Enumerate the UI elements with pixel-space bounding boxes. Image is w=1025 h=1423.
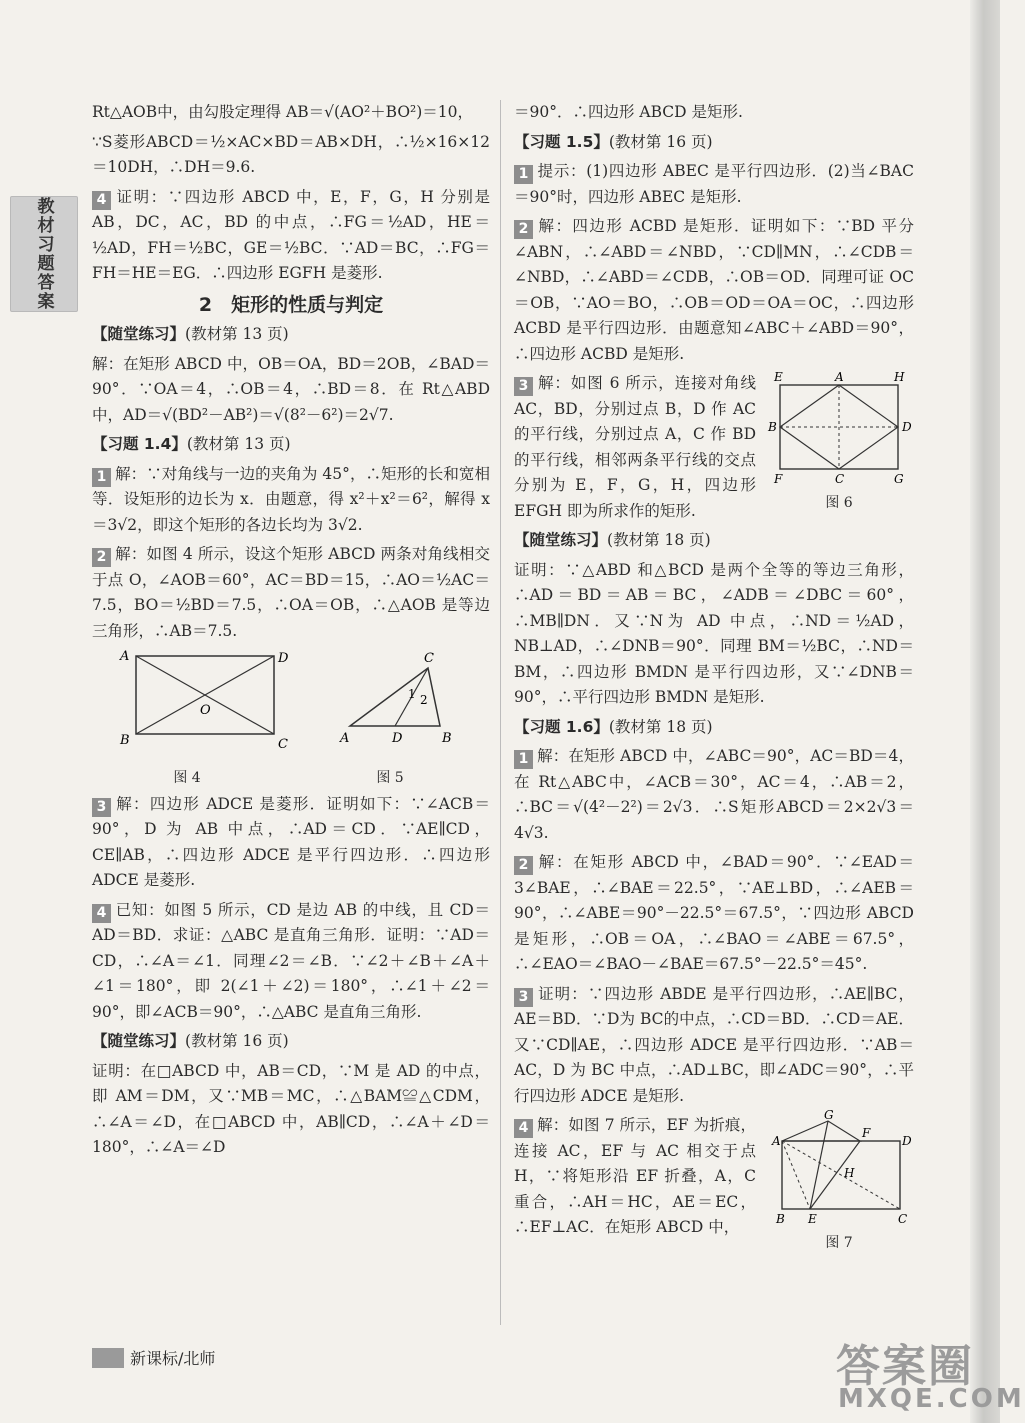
svg-text:H: H bbox=[894, 370, 905, 384]
section-title: 2 矩形的性质与判定 bbox=[198, 293, 384, 316]
watermark-url: MXQE.COM bbox=[838, 1384, 1025, 1414]
paragraph: 解：在矩形 ABCD 中，OB＝OA，BD＝2OB，∠BAD＝90°．∵OA＝4，∴OB＝4，∴BD＝8．在 Rt△ABD 中，AD＝√(BD²－AB²)＝√(8²－6²)＝2√7. bbox=[92, 354, 490, 424]
series-logo-icon bbox=[92, 1348, 124, 1368]
svg-text:G: G bbox=[824, 1108, 834, 1122]
svg-text:D: D bbox=[278, 651, 289, 666]
section-head: 【习题 1.6】(教材第 18 页) bbox=[514, 717, 713, 736]
svg-text:H: H bbox=[844, 1166, 855, 1180]
answer-2: 2 解：如图 4 所示，设这个矩形 ABCD 两条对角线相交于点 O，∠AOB＝60°，AC＝BD＝15，∴AO＝½AC＝7.5，BO＝½BD＝7.5，∴OA＝OB，∴△AOB 是等边三角形，∴AB＝7.5. bbox=[92, 545, 490, 640]
right-column bbox=[514, 100, 914, 1257]
figure-5-caption: 图 5 bbox=[376, 770, 404, 786]
footer-label: 新课标/北师 bbox=[130, 1349, 216, 1368]
svg-text:B: B bbox=[768, 420, 777, 434]
svg-text:B: B bbox=[442, 731, 452, 746]
page-binding-edge bbox=[970, 0, 1000, 1423]
number-badge: 2 bbox=[514, 220, 533, 239]
number-badge: 4 bbox=[514, 1119, 533, 1138]
number-badge: 2 bbox=[514, 856, 533, 875]
footer bbox=[92, 1346, 215, 1369]
svg-text:B: B bbox=[776, 1212, 785, 1226]
svg-text:A: A bbox=[340, 731, 350, 746]
section-head: 【随堂练习】(教材第 16 页) bbox=[92, 1032, 289, 1050]
section-head: 【随堂练习】(教材第 13 页) bbox=[92, 325, 289, 343]
figure-4 bbox=[92, 648, 289, 792]
answer-2: 2 解：四边形 ACBD 是矩形．证明如下：∵BD 平分∠ABN，∴∠ABD＝∠NBD，∵CD∥MN，∴∠CDB＝∠NBD，∴∠ABD＝∠CDB，∴OB＝OD．同理可证 OC＝OB，∵AO＝BO，∴OB＝OD＝OA＝OC，∴四边形 ACBD 是平行四边形．由题意知∠ABC＋∠ABD＝90°，∴四边形 ACBD 是矩形. bbox=[514, 217, 914, 363]
figure-6-caption: 图 6 bbox=[825, 495, 853, 511]
answer-4: 4 解：如图 7 所示，EF 为折痕，连接 AC，EF 与 AC 相交于点 H，∵将矩形沿 EF 折叠，A，C 重合，∴AH＝HC，AE＝EC，∴EF⊥AC．在矩形 ABCD 中， bbox=[514, 1116, 756, 1236]
section-head: 【习题 1.5】(教材第 16 页) bbox=[514, 132, 713, 151]
side-tab bbox=[10, 196, 78, 312]
answer-1: 1 解：∵对角线与一边的夹角为 45°，∴矩形的长和宽相等．设矩形的边长为 x．由题意，得 x²＋x²＝6²，解得 x＝3√2，即这个矩形的各边长均为 3√2. bbox=[92, 464, 490, 534]
number-badge: 3 bbox=[514, 377, 533, 396]
figure-7-diagram bbox=[764, 1108, 914, 1231]
number-badge: 2 bbox=[92, 548, 111, 567]
figure-7 bbox=[764, 1108, 914, 1257]
paragraph: ∵S菱形ABCD＝½×AC×BD＝AB×DH，∴½×16×12＝10DH，∴DH＝9.6. bbox=[92, 132, 490, 176]
left-column bbox=[92, 100, 490, 1165]
svg-text:C: C bbox=[898, 1212, 908, 1226]
svg-text:1: 1 bbox=[408, 687, 416, 701]
paragraph: 证明：∵△ABD 和△BCD 是两个全等的等边三角形，∴AD＝BD＝AB＝BC，∠ADB＝∠DBC＝60°，∴MB∥DN．又∵N为 AD 中点，∴ND＝½AD，NB⊥AD，∴∠DNB＝90°．同理 BM＝½BC，∴ND＝BM，∴四边形 BMDN 是平行四边形，又∵∠DNB＝90°，∴平行四边形 BMDN 是矩形. bbox=[514, 560, 914, 706]
figure-7-caption: 图 7 bbox=[825, 1235, 853, 1251]
answer-3: 3 解：如图 6 所示，连接对角线 AC，BD，分别过点 B，D 作 AC 的平行线，分别过点 A，C 作 BD 的平行线，相邻两条平行线的交点分别为 E，F，G，H，四边形 EFGH 即为所求作的矩形. bbox=[514, 374, 756, 520]
paragraph: 证明：在□ABCD 中，AB＝CD，∵M 是 AD 的中点，即 AM＝DM，又∵MB＝MC，∴△BAM≌△CDM，∴∠A＝∠D，在□ABCD 中，AB∥CD，∴∠A＋∠D＝180°，∴∠A＝∠D bbox=[92, 1061, 490, 1156]
figure-6-diagram bbox=[764, 371, 914, 491]
svg-text:2: 2 bbox=[420, 693, 428, 707]
svg-text:C: C bbox=[278, 737, 288, 752]
svg-text:E: E bbox=[808, 1212, 817, 1226]
number-badge: 3 bbox=[92, 798, 111, 817]
answer-4: 4 证明：∵四边形 ABCD 中，E，F，G，H 分别是 AB，DC，AC，BD 的中点，∴FG＝½AD，HE＝½AD，FH＝½BC，GE＝½BC．∵AD＝BC，∴FG＝FH＝HE＝EG．∴四边形 EGFH 是菱形. bbox=[92, 187, 490, 282]
answer-1: 1 提示：(1)四边形 ABEC 是平行四边形．(2)当∠BAC＝90°时，四边形 ABEC 是矩形. bbox=[514, 162, 914, 206]
svg-text:A: A bbox=[835, 370, 844, 384]
number-badge: 1 bbox=[92, 468, 111, 487]
number-badge: 4 bbox=[92, 904, 111, 923]
number-badge: 4 bbox=[92, 191, 111, 210]
svg-text:F: F bbox=[862, 1126, 871, 1140]
answer-2: 2 解：在矩形 ABCD 中，∠BAD＝90°．∵∠EAD＝3∠BAE，∴∠BAE＝22.5°，∵AE⊥BD，∴∠AEB＝90°，∴∠ABE＝90°－22.5°＝67.5°，∵四边形 ABCD 是矩形，∴OB＝OA，∴∠BAO＝∠ABE＝67.5°，∴∠EAO＝∠BAO－∠BAE＝67.5°－22.5°＝45°. bbox=[514, 853, 914, 973]
section-head: 【习题 1.4】(教材第 13 页) bbox=[92, 435, 291, 453]
figure-4-diagram bbox=[92, 648, 289, 766]
paragraph: ＝90°．∴四边形 ABCD 是矩形. bbox=[514, 103, 743, 121]
side-tab-label: 教材习题答案 bbox=[33, 197, 54, 311]
answer-3: 3 解：四边形 ADCE 是菱形．证明如下：∵∠ACB＝90°，D 为 AB 中点，∴AD＝CD．∵AE∥CD，CE∥AB，∴四边形 ADCE 是平行四边形．∴四边形 ADCE 是菱形. bbox=[92, 794, 490, 889]
number-badge: 3 bbox=[514, 988, 533, 1007]
figure-5-diagram bbox=[290, 648, 490, 766]
svg-text:F: F bbox=[774, 472, 783, 486]
svg-text:A: A bbox=[120, 649, 130, 664]
svg-text:A: A bbox=[772, 1134, 781, 1148]
answer-3-row bbox=[514, 371, 914, 528]
number-badge: 1 bbox=[514, 750, 533, 769]
svg-text:B: B bbox=[120, 733, 130, 748]
answer-4: 4 已知：如图 5 所示，CD 是边 AB 的中线，且 CD＝AD＝BD．求证：△ABC 是直角三角形．证明：∵AD＝CD，∴∠A＝∠1．同理∠2＝∠B．∵∠2＋∠B＋∠A＋∠1＝180°，即 2(∠1＋∠2)＝180°，∴∠1＋∠2＝90°，即∠ACB＝90°，∴△ABC 是直角三角形. bbox=[92, 900, 490, 1021]
number-badge: 1 bbox=[514, 165, 533, 184]
svg-text:D: D bbox=[392, 731, 403, 746]
svg-text:E: E bbox=[774, 370, 783, 384]
figure-5 bbox=[290, 648, 490, 792]
figure-row bbox=[92, 648, 490, 792]
svg-text:C: C bbox=[424, 651, 434, 666]
svg-text:G: G bbox=[894, 472, 904, 486]
figure-6 bbox=[764, 371, 914, 528]
svg-text:D: D bbox=[902, 420, 912, 434]
svg-text:D: D bbox=[902, 1134, 912, 1148]
svg-text:O: O bbox=[200, 703, 211, 718]
paragraph: Rt△AOB中，由勾股定理得 AB＝√(AO²＋BO²)＝10， bbox=[92, 103, 474, 121]
answer-4-row bbox=[514, 1108, 914, 1257]
watermark-logo: 答案圈 bbox=[836, 1341, 974, 1392]
answer-1: 1 解：在矩形 ABCD 中，∠ABC＝90°，AC＝BD＝4，在 Rt△ABC中，∠ACB＝30°，AC＝4，∴AB＝2，∴BC＝√(4²－2²)＝2√3．∴S矩形ABCD＝2×2√3＝4√3. bbox=[514, 747, 914, 842]
column-divider bbox=[500, 100, 501, 1325]
svg-text:C: C bbox=[835, 472, 845, 486]
figure-4-caption: 图 4 bbox=[173, 770, 201, 786]
section-head: 【随堂练习】(教材第 18 页) bbox=[514, 531, 711, 549]
answer-3: 3 证明：∵四边形 ABDE 是平行四边形，∴AE∥BC，AE＝BD．∵D为 BC的中点，∴CD＝BD．∴CD＝AE．又∵CD∥AE，∴四边形 ADCE 是平行四边形．∵AB＝AC，D 为 BC 中点，∴AD⊥BC，即∠ADC＝90°，∴平行四边形 ADCE 是矩形. bbox=[514, 984, 914, 1105]
